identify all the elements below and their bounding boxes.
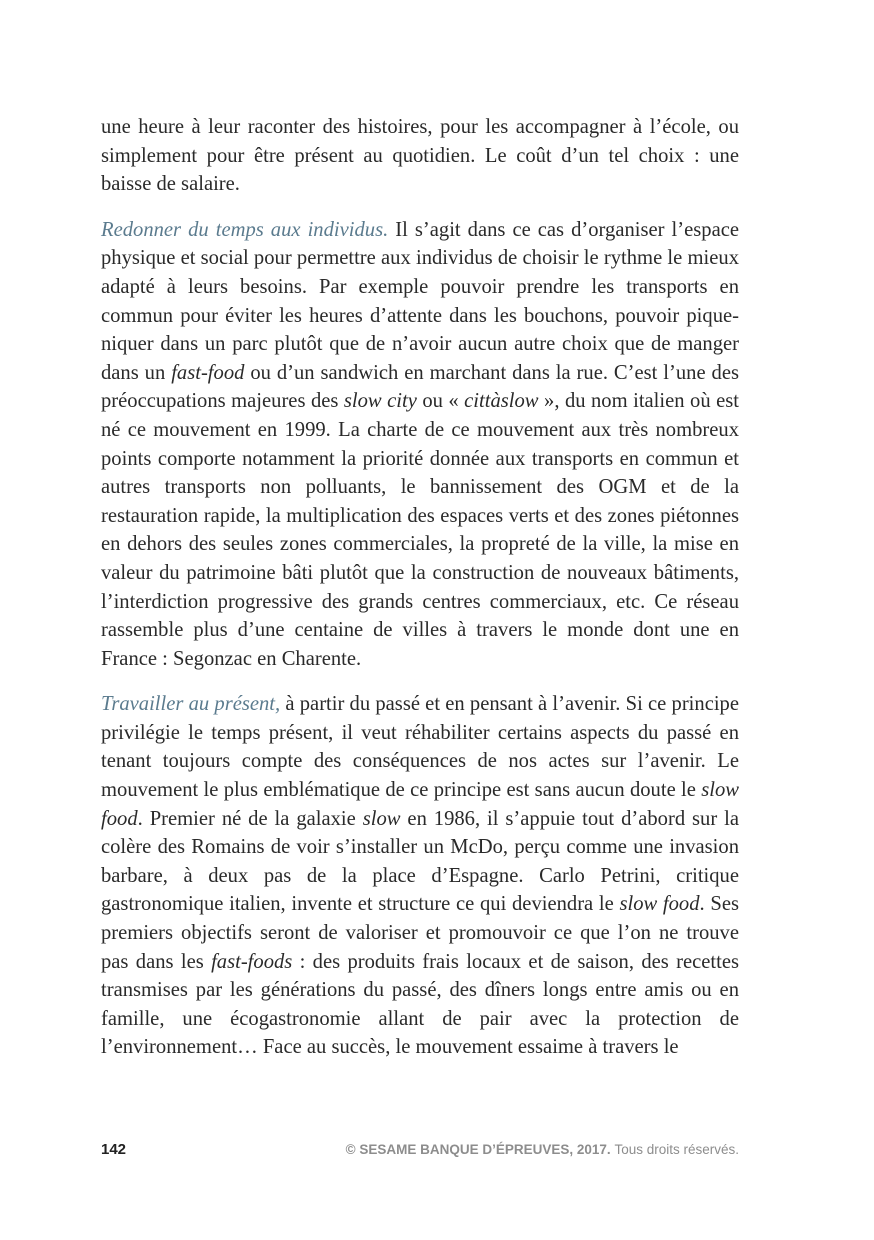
paragraph-text: Il s’agit dans ce cas d’organiser l’espace physique et social pour permettre aux individus de choisir le rythme le mieux adapté à leurs besoins. Par exemple pouvoir prendre les transports en commun pour éviter les heures d’attente dans les bouchons, pouvoir pique-niquer dans un parc plutôt que de n’avoir aucun autre choix que de manger dans un — [101, 218, 739, 384]
page-number: 142 — [101, 1141, 127, 1158]
paragraph-text: », du nom italien où est né ce mouvement en 1999. La charte de ce mouvement aux très nombreux points comporte notamment la priorité donnée aux transports en commun et autres transports non polluants, le bannissement des OGM et de la restauration rapide, la multiplication des espaces verts et des zones piétonnes en dehors des seules zones commerciales, la propreté de la ville, la mise en valeur du patrimoine bâti plutôt que la construction de nouveaux bâtiments, l’interdiction progressive des grands centres commerciaux, etc. Ce réseau rassemble plus d’une centaine de villes à travers le monde dont une en France : Segonzac en Charente. — [101, 390, 739, 670]
italic-term: slow food — [101, 779, 739, 830]
paragraph-text: à partir du passé et en pensant à l’avenir. Si ce principe privilégie le temps présent, il veut réhabiliter certains aspects du passé en tenant toujours compte des conséquences de nos actes sur l’avenir. Le mouvement le plus emblématique de ce principe est sans aucun doute le — [101, 693, 739, 802]
paragraph-text: . Premier né de la galaxie — [137, 807, 363, 830]
paragraph-text: ou d’un sandwich en marchant dans la rue. C’est l’une des préoccupations majeures des — [101, 361, 739, 413]
copyright-main: © SESAME BANQUE D’ÉPREUVES, 2017. — [345, 1142, 611, 1157]
paragraph-lead: Redonner du temps aux individus. — [101, 218, 389, 241]
paragraph-text: en 1986, il s’appuie tout d’abord sur la colère des Romains de voir s’installer un McDo, perçu comme une invasion barbare, à deux pas de la place d’Espagne. Carlo Petrini, critique gastronomique italien, invente et structure ce qui deviendra le — [101, 807, 739, 916]
paragraph-text: une heure à leur raconter des histoires, pour les accompagner à l’école, ou simplement pour être présent au quotidien. Le coût d’un tel choix : une baisse de salaire. — [101, 116, 739, 196]
italic-term: slow city — [343, 390, 417, 413]
paragraph-2 — [101, 216, 739, 674]
copyright-rights: Tous droits réservés. — [614, 1142, 739, 1157]
italic-term: slow food — [619, 893, 700, 916]
paragraph-text: . Ses premiers objectifs seront de valoriser et promouvoir ce que l’on ne trouve pas dans les — [101, 893, 739, 973]
page-body — [101, 113, 739, 1079]
copyright-notice — [346, 1142, 739, 1157]
italic-term: slow — [362, 807, 401, 830]
paragraph-text: ou « — [416, 390, 465, 413]
paragraph-1 — [101, 113, 739, 199]
italic-term: fast-foods — [211, 950, 293, 973]
italic-term: cittàslow — [464, 390, 539, 413]
page-footer — [101, 1141, 739, 1163]
paragraph-lead: Travailler au présent, — [101, 693, 281, 716]
paragraph-3 — [101, 690, 739, 1062]
italic-term: fast-food — [171, 361, 245, 384]
paragraph-text: : des produits frais locaux et de saison, des recettes transmises par les générations du passé, des dîners longs entre amis ou en famille, une écogastronomie allant de pair avec la protection de l’environnement… Face au succès, le mouvement essaime à travers le — [101, 950, 739, 1059]
